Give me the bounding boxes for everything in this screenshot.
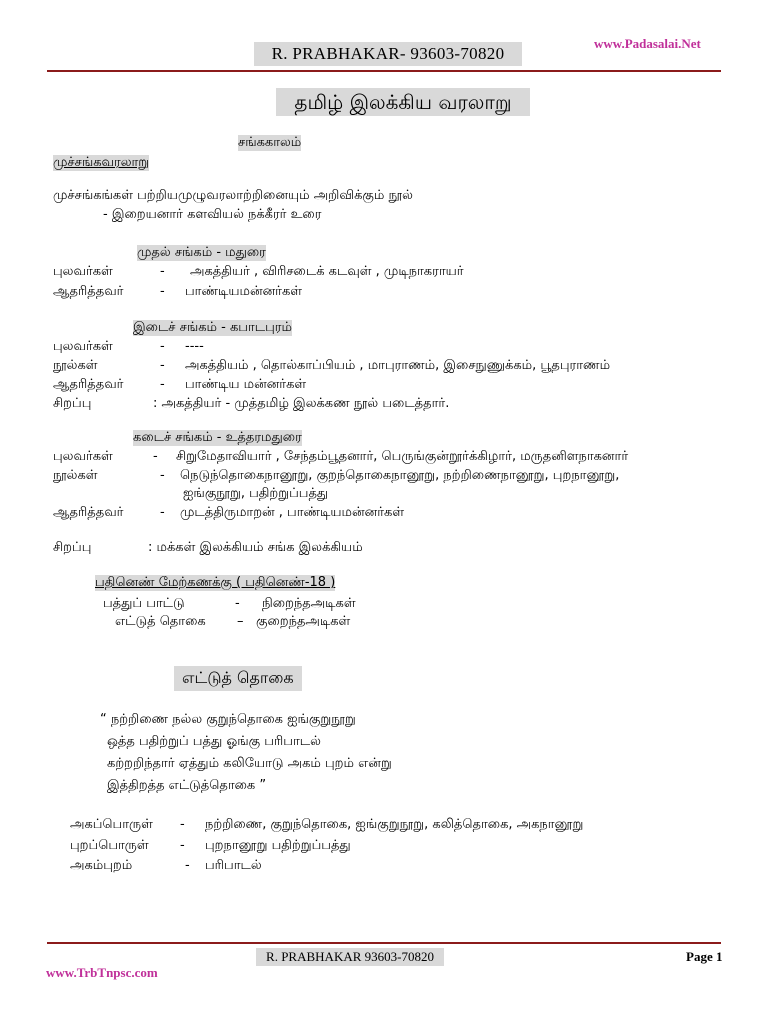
last-sangam-special: : மக்கள் இலக்கியம் சங்க இலக்கியம் — [148, 540, 363, 555]
last-sangam-special-label: சிறப்பு — [53, 540, 92, 555]
first-sangam-poets-label: புலவர்கள் — [53, 264, 113, 279]
page-number: Page 1 — [686, 949, 723, 964]
middle-sangam-special-label: சிறப்பு — [53, 396, 92, 411]
intro-line-2: - இறையனார் களவியல் நக்கீரர் உரை — [103, 207, 322, 222]
last-sangam-heading: கடைச் சங்கம் - உத்தரமதுரை — [133, 430, 302, 445]
footer-rule — [47, 942, 721, 944]
header-author: R. PRABHAKAR- 93603-70820 — [254, 42, 522, 66]
first-sangam-heading: முதல் சங்கம் - மதுரை — [137, 245, 266, 260]
intro-line-1: முச்சங்கங்கள் பற்றியமுழுவரலாற்றினையும் அறிவிக்கும் நூல் — [53, 188, 413, 203]
pura-list: புறநானூறு பதிற்றுப்பத்து — [205, 838, 351, 853]
last-sangam-books-label: நூல்கள் — [53, 468, 98, 483]
page-title: தமிழ் இலக்கிய வரலாறு — [276, 88, 530, 116]
first-sangam-patrons-label: ஆதரித்தவர் — [53, 284, 124, 299]
dash: - — [160, 264, 165, 279]
dash: - — [160, 358, 165, 373]
footer-author: R. PRABHAKAR 93603-70820 — [256, 948, 444, 966]
last-sangam-patrons: முடத்திருமாறன் , பாண்டியமன்னர்கள் — [180, 505, 405, 520]
middle-sangam-patrons-label: ஆதரித்தவர் — [53, 377, 124, 392]
middle-sangam-patrons: பாண்டிய மன்னர்கள் — [185, 377, 307, 392]
akampuram-value: பரிபாடல் — [205, 858, 262, 873]
ettuthogai-heading: எட்டுத் தொகை — [174, 666, 302, 691]
dash: - — [160, 468, 165, 483]
middle-sangam-books-label: நூல்கள் — [53, 358, 98, 373]
middle-sangam-heading: இடைச் சங்கம் - கபாடபுரம் — [133, 320, 292, 335]
dash: - — [160, 284, 165, 299]
dash: - — [180, 838, 185, 853]
pathinen-row1-right: நிறைந்தஅடிகள் — [262, 596, 356, 611]
pura-label: புறப்பொருள் — [70, 838, 149, 853]
middle-sangam-books: அகத்தியம் , தொல்காப்பியம் , மாபுராணம், இசைநுணுக்கம், பூதபுராணம் — [185, 358, 611, 373]
last-sangam-books-2: ஐங்குநூறு, பதிற்றுப்பத்து — [183, 486, 329, 501]
pathinen-row1-left: பத்துப் பாட்டு — [103, 596, 185, 611]
middle-sangam-poets-label: புலவர்கள் — [53, 339, 113, 354]
middle-sangam-poets: ---- — [185, 339, 204, 354]
last-sangam-patrons-label: ஆதரித்தவர் — [53, 505, 124, 520]
aka-list: நற்றிணை, குறுந்தொகை, ஐங்குறுநூறு, கலித்தொகை, அகநானூறு — [205, 817, 584, 832]
verse-line-3: கற்றறிந்தார் ஏத்தும் கலியோடு அகம் புறம் என்று — [107, 756, 392, 771]
dash: – — [237, 614, 244, 629]
dash: - — [185, 858, 190, 873]
dash: - — [180, 817, 185, 832]
first-sangam-poets: அகத்தியர் , விரிசடைக் கடவுள் , முடிநாகராயர் — [190, 264, 464, 279]
footer-site-link[interactable]: www.TrbTnpsc.com — [46, 965, 158, 980]
middle-sangam-special: : அகத்தியர் - முத்தமிழ் இலக்கண நூல் படைத்தார். — [153, 396, 450, 411]
verse-line-4: இத்திறத்த எட்டுத்தொகை ” — [107, 778, 267, 793]
dash: - — [153, 449, 158, 464]
pathinen-heading: பதினெண் மேற்கணக்கு ( பதினெண்-18 ) — [95, 575, 336, 590]
dash: - — [160, 339, 165, 354]
sangam-period-heading: சங்ககாலம் — [238, 135, 302, 150]
pathinen-row2-right: குறைந்தஅடிகள் — [256, 614, 351, 629]
verse-line-1: “ நற்றிணை நல்ல குறுந்தொகை ஐங்குறுநூறு — [100, 712, 356, 727]
dash: - — [160, 505, 165, 520]
dash: - — [235, 596, 240, 611]
verse-line-2: ஒத்த பதிற்றுப் பத்து ஓங்கு பரிபாடல் — [107, 734, 321, 749]
pathinen-row2-left: எட்டுத் தொகை — [115, 614, 206, 629]
last-sangam-books-1: நெடுந்தொகைநானூறு, குறந்தொகைநானூறு, நற்றிணைநானூறு, புறநானூறு, — [180, 468, 620, 483]
dash: - — [160, 377, 165, 392]
last-sangam-poets: சிறுமேதாவியார் , சேந்தம்பூதனார், பெருங்குன்றூர்க்கிழார், மருதனிளநாகனார் — [176, 449, 629, 464]
header-site-link[interactable]: www.Padasalai.Net — [594, 36, 701, 51]
three-sangam-history-heading: முச்சங்கவரலாறு — [53, 155, 150, 170]
last-sangam-poets-label: புலவர்கள் — [53, 449, 113, 464]
first-sangam-patrons: பாண்டியமன்னர்கள் — [185, 284, 303, 299]
aka-label: அகப்பொருள் — [70, 817, 153, 832]
akampuram-label: அகம்புறம் — [70, 858, 133, 873]
header-rule — [47, 70, 721, 72]
